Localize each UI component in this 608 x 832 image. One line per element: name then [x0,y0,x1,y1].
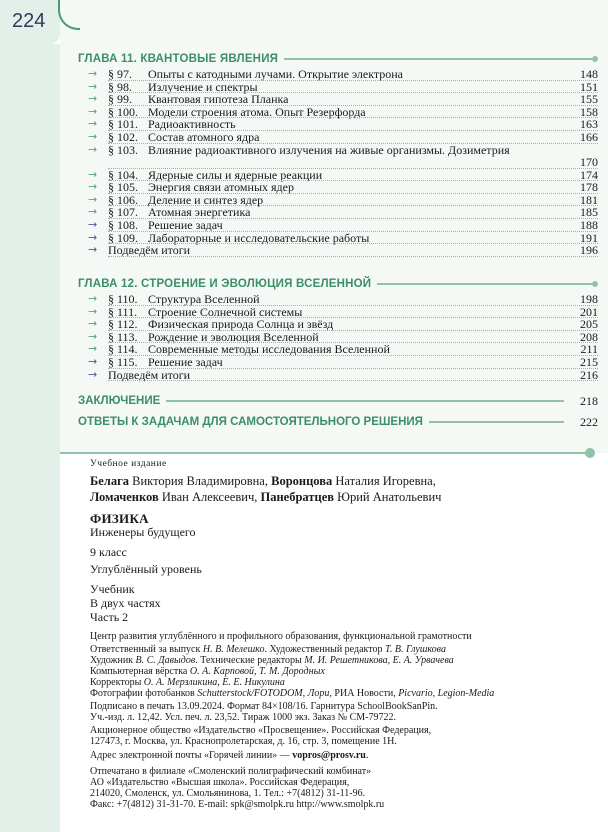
toc-section-number: § 115. [108,354,138,369]
toc-entry[interactable] [78,93,598,106]
toc-section-number: § 99. [108,92,132,107]
toc-section-number: § 106. [108,192,138,207]
credit-name: Picvario, Legion-Media [398,688,495,699]
toc-entry[interactable] [78,356,598,369]
author-name: Наталия Игоревна, [332,474,436,488]
toc-page: 191 [580,230,598,245]
answers-entry[interactable] [78,412,598,432]
toc-page: 198 [580,292,598,306]
toc-page: 215 [580,354,598,369]
arrow-right-icon: → [88,367,98,381]
edition-type: Учебное издание [90,459,167,469]
toc-title: Структура Вселенной [148,292,260,306]
toc-page: 170 [580,154,598,169]
conclusion-label: ЗАКЛЮЧЕНИЕ [78,395,161,407]
toc-page: 148 [580,67,598,81]
book-title: ФИЗИКА [90,511,149,526]
book-series: Инженеры будущего [90,525,196,539]
arrow-right-icon: → [88,304,98,318]
toc-page: 158 [580,104,598,119]
book-level: Углублённый уровень [90,562,202,576]
chapter-12-list [78,293,598,381]
imprint-divider-dot [585,448,595,458]
toc-title: Подведём итоги [108,367,191,382]
publisher-line-1: Акционерное общество «Издательство «Просвещение». Российская Федерация, [90,725,432,736]
toc-section-number: § 108. [108,217,138,232]
credit-name: О. А. Мерзликина, Е. Е. Никулина [143,677,285,688]
toc-section-number: § 103. [108,142,138,157]
toc-section-number: § 109. [108,230,138,245]
toc-entry[interactable] [78,293,598,306]
toc-entry[interactable] [78,369,598,382]
credit-label: Корректоры [90,677,144,688]
toc-section-number: § 101. [108,117,138,132]
print-signed: Подписано в печать 13.09.2024. Формат 84×108/16. Гарнитура SchoolBookSanPin. [90,701,438,712]
chapter-12-title: ГЛАВА 12. СТРОЕНИЕ И ЭВОЛЮЦИЯ ВСЕЛЕННОЙ [78,278,372,290]
credit-label: Художник [90,655,136,666]
toc-title: Модели строения атома. Опыт Резерфорда [148,104,366,119]
heading-rule [284,58,592,60]
toc-title: Излучение и спектры [148,79,258,94]
author-surname: Белага [90,474,130,488]
toc-title: Лабораторные и исследовательские работы [148,230,370,245]
credits-photos [90,688,595,699]
toc-page: 216 [580,367,598,382]
toc-section-number: § 114. [108,342,138,357]
arrow-right-icon: → [88,180,98,194]
credit-label: Ответственный за выпуск [90,644,203,655]
credit-name: В. С. Давыдов [135,655,196,666]
book-parts: В двух частях [90,596,161,610]
credits-layout [90,666,595,677]
chapter-11-list [78,68,598,257]
credit-name: Schutterstock/FOTODOM, Лори [197,688,330,699]
credit-name: М. И. Решетникова, Е. А. Урвачева [304,655,454,666]
toc-page: 185 [580,205,598,220]
arrow-right-icon: → [88,230,98,244]
toc-entry[interactable] [78,181,598,194]
toc-title: Влияние радиоактивного излучения на живые организмы. Дозиметрия [148,142,510,157]
toc-entry[interactable] [78,219,598,232]
arrow-right-icon: → [88,317,98,331]
arrow-right-icon: → [88,243,98,257]
toc-title: Состав атомного ядра [148,129,260,144]
book-type: Учебник [90,582,135,596]
toc-section-number: § 110. [108,292,138,306]
toc-title: Атомная энергетика [148,205,251,220]
row-rule [108,380,598,381]
toc-page: 196 [580,243,598,258]
arrow-right-icon: → [88,142,98,156]
toc-page: 211 [580,342,598,357]
toc-entry[interactable] [78,244,598,257]
printer-line-4: Факс: +7(4812) 31-31-70. E-mail: spk@smolpk.ru http://www.smolpk.ru [90,799,385,810]
toc-page: 155 [580,92,598,107]
book-grade: 9 класс [90,545,127,559]
author-surname: Воронцова [271,474,333,488]
print-details: Уч.-изд. л. 12,42. Усл. печ. л. 23,52. Тираж 1000 экз. Заказ № СМ-79722. [90,712,397,723]
author-surname: Ломаченков [90,490,159,504]
answers-page: 222 [580,414,598,429]
toc-section-number: § 104. [108,167,138,182]
arrow-right-icon: → [88,92,98,106]
toc-title: Деление и синтез ядер [148,192,264,207]
credit-label: Компьютерная вёрстка [90,666,190,677]
toc-section-number: § 105. [108,180,138,195]
side-strip [0,44,60,832]
authors-line-1 [90,475,595,488]
arrow-right-icon: → [88,117,98,131]
toc-page: 205 [580,317,598,332]
answers-rule [429,421,564,423]
toc-page: 188 [580,217,598,232]
imprint-divider [60,452,590,454]
toc-section-number: § 97. [108,67,132,81]
printer-line-3: 214020, Смоленск, ул. Смольянинова, 1. Тел.: +7(4812) 31-11-96. [90,788,366,799]
toc-title: Современные методы исследования Вселенной [148,342,390,357]
chapter-11-heading [78,50,598,68]
arrow-right-icon: → [88,354,98,368]
arrow-right-icon: → [88,329,98,343]
toc-section-number: § 107. [108,205,138,220]
row-rule [108,256,598,257]
toc-page: 174 [580,167,598,182]
toc-section-number: § 111. [108,304,138,319]
credits-artist [90,655,595,666]
toc-section-number: § 102. [108,129,138,144]
heading-dot [592,56,598,62]
toc-title: Решение задач [148,217,223,232]
conclusion-page: 218 [580,393,598,408]
email-end: . [365,750,369,761]
arrow-right-icon: → [88,292,98,305]
toc-page: 166 [580,129,598,144]
arrow-right-icon: → [88,104,98,118]
toc-section-number: § 112. [108,317,138,332]
heading-dot [592,281,598,287]
toc-section-number: § 100. [108,104,138,119]
credit-label: . Технические редакторы [195,655,305,666]
publisher-center: Центр развития углублённого и профильного образования, функциональной грамотности [90,631,472,642]
toc-title: Квантовая гипотеза Планка [148,92,289,107]
credits-proofreaders [90,677,595,688]
publisher-line-2: 127473, г. Москва, ул. Краснопролетарская, д. 16, стр. 3, помещение 1Н. [90,736,397,747]
toc-title: Ядерные силы и ядерные реакции [148,167,323,182]
email-label: Адрес электронной почты «Горячей линии» — [90,750,293,761]
toc-page: 151 [580,79,598,94]
printer-line-2: АО «Издательство «Высшая школа». Российская Федерация, [90,777,350,788]
arrow-right-icon: → [88,79,98,93]
page-number-tab [0,0,60,44]
credit-name: О. А. Карповой, Т. М. Дородных [189,666,325,677]
credits-responsible [90,644,595,655]
chapter-11-title: ГЛАВА 11. КВАНТОВЫЕ ЯВЛЕНИЯ [78,53,279,65]
heading-rule [377,283,592,285]
arrow-right-icon: → [88,192,98,206]
toc-entry[interactable] [78,68,598,81]
credit-label: Фотографии фотобанков [90,688,198,699]
toc-page: 201 [580,304,598,319]
chapter-12-section [78,275,598,381]
book-part: Часть 2 [90,610,129,624]
toc-title: Подведём итоги [108,243,191,258]
author-name: Юрий Анатольевич [334,490,442,504]
toc-title: Строение Солнечной системы [148,304,303,319]
toc-page: 163 [580,117,598,132]
toc-title: Энергия связи атомных ядер [148,180,294,195]
toc-entry[interactable] [78,131,598,144]
conclusion-entry[interactable] [78,391,598,411]
author-surname: Панебратцев [260,490,334,504]
hotline-email [90,750,595,761]
author-name: Иван Алексеевич, [158,490,261,504]
credit-name: Т. В. Глушкова [384,644,446,655]
toc-section-number: § 113. [108,329,138,344]
credit-label: . Художественный редактор [264,644,385,655]
conclusion-rule [166,400,564,402]
credit-label: , РИА Новости, [329,688,399,699]
arrow-right-icon: → [88,167,98,181]
printer-line-1: Отпечатано в филиале «Смоленский полиграфический комбинат» [90,766,372,777]
email-address: vopros@prosv.ru [292,750,366,761]
toc-page: 208 [580,329,598,344]
toc-entry[interactable] [78,144,598,169]
toc-page: 178 [580,180,598,195]
arrow-right-icon: → [88,129,98,143]
chapter-12-heading [78,275,598,293]
page-number: 224 [12,10,46,32]
arrow-right-icon: → [88,67,98,80]
authors-line-2 [90,491,595,504]
toc-title: Решение задач [148,354,223,369]
toc-page: 181 [580,192,598,207]
toc-title: Рождение и эволюция Вселенной [148,329,319,344]
toc-entry[interactable] [78,318,598,331]
answers-label: ОТВЕТЫ К ЗАДАЧАМ ДЛЯ САМОСТОЯТЕЛЬНОГО РЕШЕНИЯ [78,416,423,428]
chapter-11-section [78,50,598,257]
toc-title: Опыты с катодными лучами. Открытие электрона [148,67,404,81]
arrow-right-icon: → [88,342,98,356]
arrow-right-icon: → [88,217,98,231]
credit-name: Н. В. Мелешко [202,644,265,655]
toc-title: Физическая природа Солнца и звёзд [148,317,334,332]
toc-title: Радиоактивность [148,117,236,132]
author-name: Виктория Владимировна, [129,474,272,488]
arrow-right-icon: → [88,205,98,219]
toc-section-number: § 98. [108,79,132,94]
